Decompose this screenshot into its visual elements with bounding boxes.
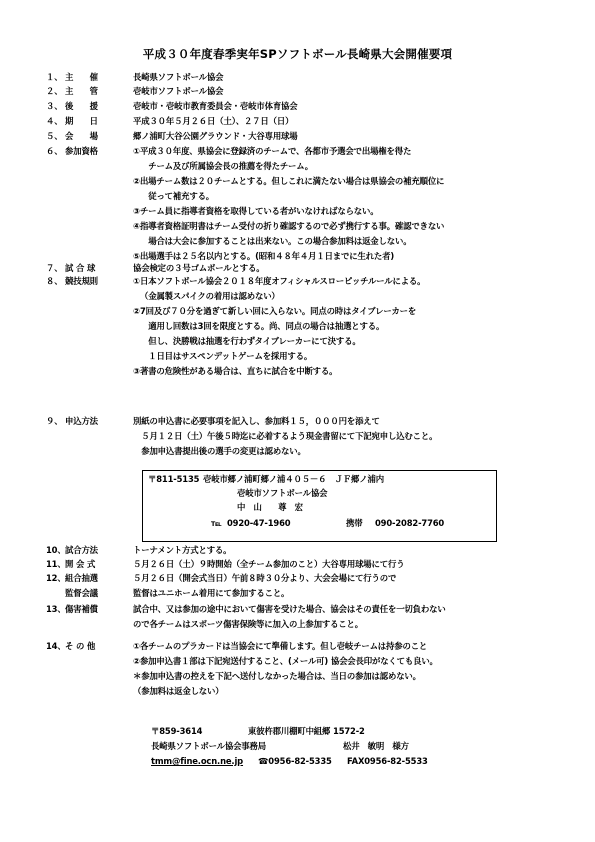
item-text-line: 平成３０年５月２６日（土）、２７日（日） xyxy=(133,116,294,126)
item-text-line: 適用し回数は3回を限度とする。尚、同点の場合は抽選とする。 xyxy=(140,321,385,331)
item-label: 参加資格 xyxy=(65,146,98,156)
tel-icon: ℡ xyxy=(211,518,222,528)
box-mobile-label: 携帯 xyxy=(346,518,363,528)
item-number: ５、 xyxy=(46,131,63,141)
box-name: 中 山 尊 宏 xyxy=(237,502,303,512)
item-text-line: 参加申込書提出後の選手の変更は認めない。 xyxy=(133,446,306,456)
item-label: 期 日 xyxy=(65,116,98,126)
footer-postal: 〒859-3614 xyxy=(151,726,203,736)
item-text-line: 試合中、又は参加の途中において傷害を受けた場合、協会はその責任を一切負わない xyxy=(133,604,446,614)
item-label: 後 援 xyxy=(65,101,98,111)
box-mobile: 090-2082-7760 xyxy=(375,518,445,528)
item-number: ７、 xyxy=(46,263,63,273)
item-text-line: （参加料は返金しない） xyxy=(133,686,224,696)
item-text-line: 従って補充する。 xyxy=(140,191,215,201)
item-text-line: ②7回及び７０分を過ぎて新しい回に入らない。同点の時はタイブレーカーを xyxy=(133,306,417,316)
item-label: 試 合 球 xyxy=(65,263,96,273)
item-text-line: ５月２６日（土）９時開始（全チーム参加のこと）大谷専用球場にて行う xyxy=(133,559,405,569)
item-number: ６、 xyxy=(46,146,63,156)
item-text-line: ５月１２日（土）午後５時迄に必着するよう現金書留にて下記宛申し込むこと。 xyxy=(133,431,438,441)
item-text-line: トーナメント方式とする。 xyxy=(133,545,232,555)
item-text-line: ①各チームのプラカードは当協会にて準備します。但し壱岐チームは持参のこと xyxy=(133,641,428,651)
item-text-line: チーム及び所属協会長の推薦を得たチーム。 xyxy=(140,161,313,171)
item-text-line: 監督はユニホーム着用にて参加すること。 xyxy=(133,588,290,598)
item-label: 競技規則 xyxy=(65,276,98,286)
item-text-line: ③チーム員に指導者資格を取得している者がいなければならない。 xyxy=(133,206,379,216)
footer-fax: FAX0956-82-5533 xyxy=(347,756,428,766)
item-label: 会 場 xyxy=(65,131,98,141)
item-text-line: ＊参加申込書の控えを下記へ送付しなかった場合は、当日の参加は認めない。 xyxy=(133,671,421,681)
item-text-line: １日目はサスペンデットゲームを採用する。 xyxy=(140,351,313,361)
item-number: ２、 xyxy=(46,86,63,96)
item-number: 12、 xyxy=(46,573,66,583)
item-number: １、 xyxy=(46,72,63,82)
box-postal: 〒811-5135 xyxy=(148,474,200,484)
item-number: 11、 xyxy=(46,559,66,569)
item-text-line: ①日本ソフトボール協会２０１８年度オフィシャルスローピッチルールによる。 xyxy=(133,276,426,286)
box-address: 壱岐市郷ノ浦町郷ノ浦４０５－６ ＪＦ郷ノ浦内 xyxy=(203,474,384,484)
item-text-line: 壱岐市・壱岐市教育委員会・壱岐市体育協会 xyxy=(133,101,298,111)
item-label: 主 催 xyxy=(65,72,98,82)
item-text-line: （金属製スパイクの着用は認めない） xyxy=(140,291,280,301)
item-text-line: 場合は大会に参加することは出来ない。この場合参加料は返金しない。 xyxy=(140,236,412,246)
item-text-line: ②参加申込書１部は下記宛送付すること、(メール可) 協会会長印がなくても良い。 xyxy=(133,656,438,666)
item-number: 13、 xyxy=(46,604,66,614)
footer-tel: ☎0956-82-5335 xyxy=(258,756,332,766)
item-text-line: ①平成３０年度、県協会に登録済のチームで、各都市予選会で出場権を得た xyxy=(133,146,412,156)
item-label: 組合抽選 xyxy=(65,573,98,583)
page-title: 平成３０年度春季実年SPソフトボール長崎県大会開催要項 xyxy=(142,47,453,61)
item-text-line: 長崎県ソフトボール協会 xyxy=(133,72,224,82)
item-label: 傷害補償 xyxy=(65,604,98,614)
box-org: 壱岐市ソフトボール協会 xyxy=(237,488,328,498)
item-number: 10、 xyxy=(46,545,66,555)
footer-org: 長崎県ソフトボール協会事務局 xyxy=(151,741,266,751)
item-text-line: 壱岐市ソフトボール協会 xyxy=(133,86,224,96)
item-text-line: ③著書の危険性がある場合は、直ちに試合を中断する。 xyxy=(133,366,338,376)
contact-box xyxy=(142,470,497,542)
item-label: 試合方法 xyxy=(65,545,98,555)
footer-person: 松井 敏明 様方 xyxy=(343,741,409,751)
item-text-line: 郷ノ浦町大谷公園グラウンド・大谷専用球場 xyxy=(133,131,298,141)
footer-address: 東彼杵郡川棚町中組郷 1572-2 xyxy=(248,726,365,736)
item-text-line: ５月２６日（開会式当日）午前８時３０分より、大会会場にて行うので xyxy=(133,573,397,583)
item-text-line: 協会検定の３号ゴムボールとする。 xyxy=(133,263,265,273)
item-text-line: ②出場チーム数は２０チームとする。但しこれに満たない場合は県協会の補充順位に xyxy=(133,176,445,186)
item-number: ９、 xyxy=(46,416,63,426)
item-number: ８、 xyxy=(46,276,63,286)
item-text-line: ④指導者資格証明書はチーム受付の折り確認するので必ず携行する事。確認できない xyxy=(133,221,445,231)
item-label: そ の 他 xyxy=(65,641,96,651)
box-tel: 0920-47-1960 xyxy=(227,518,291,528)
item-number: ３、 xyxy=(46,101,63,111)
item-number: 14、 xyxy=(46,641,66,651)
item-label: 開 会 式 xyxy=(65,559,96,569)
item-text-line: 別紙の申込書に必要事項を記入し、参加料１５，０００円を添えて xyxy=(133,416,380,426)
item-label: 申込方法 xyxy=(65,416,98,426)
item-text-line: ので各チームはスポーツ傷害保険等に加入の上参加すること。 xyxy=(133,619,363,629)
item-label: 監督会議 xyxy=(65,588,98,598)
item-label: 主 管 xyxy=(65,86,98,96)
item-text-line: ⑤出場選手は２５名以内とする。(昭和４８年４月１日までに生れた者) xyxy=(133,251,395,261)
item-text-line: 但し、決勝戦は抽選を行わずタイブレーカーにて決する。 xyxy=(140,336,361,346)
footer-email-link[interactable]: tmm@fine.ocn.ne.jp xyxy=(151,756,244,766)
item-number: ４、 xyxy=(46,116,63,126)
